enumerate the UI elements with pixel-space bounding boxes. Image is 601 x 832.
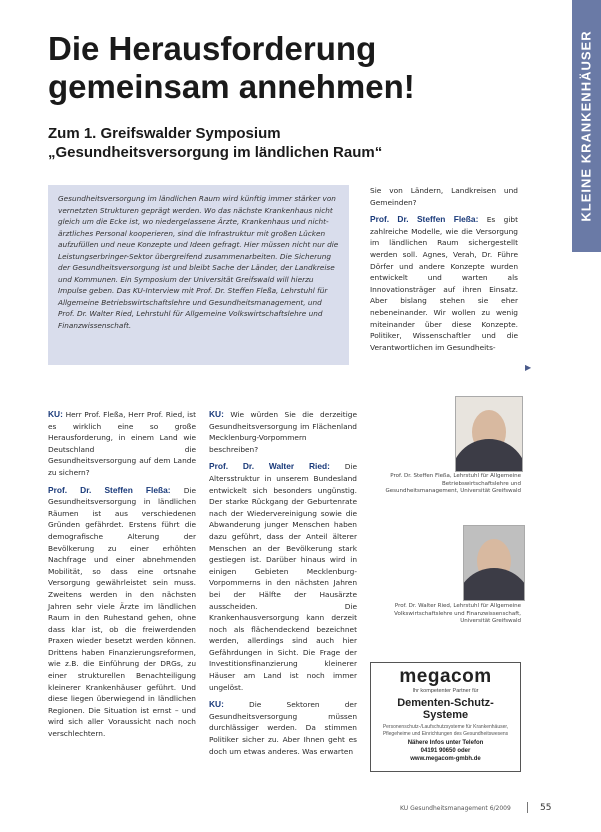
article-title: Die Herausforderung gemeinsam annehmen! xyxy=(48,30,415,105)
column-1 xyxy=(48,409,196,746)
question-3-continued: Sie von Ländern, Landkreisen und Gemeinden? xyxy=(370,186,518,207)
ad-brand: megacom xyxy=(399,666,492,687)
question-3: KU: Die Sektoren der Gesundheitsversorgung müssen durchlässiger werden. Da stimmen Politiker sicher zu. Aber Ihnen geht es doch um etwas anderes. Was erwarten xyxy=(209,699,357,756)
column-3 xyxy=(370,185,518,359)
answer-2: Prof. Dr. Walter Ried: Die Altersstruktur in unserem Bundesland entwickelt sich besonders ungünstig. Der starke Rückgang der Geburtenrate nach der Wiedervereinigung sowie die Abwanderung junger Menschen haben dazu geführt, dass der Anteil älterer Menschen an der Bevölkerung stark gestiegen ist. Darüber hinaus wird in einigen Gebieten Mecklenburg-Vorpommerns in den nächsten Jahren bei der Hälfte der Hausärzte ausscheiden. Die Krankenhausversorgung kann derzeit noch als flächendeckend bezeichnet werden, allerdings sind auch hier Gefährdungen in Sicht. Die Frage der Investitionsfinanzierung kleinerer Häuser am Land ist noch immer ungelöst. xyxy=(209,461,358,692)
subtitle-line-2: „Gesundheitsversorgung im ländlichen Raum“ xyxy=(48,144,383,161)
intro-box: Gesundheitsversorgung im ländlichen Raum wird künftig immer stärker von vernetzten Strukturen geprägt werden. Wo das nächste Krankenhaus nicht gleich um die Ecke ist, wo niedergelassene Ärzte, Krankenhaus und nicht-ärztliches Personal kooperieren, sind die Infrastruktur mit großen Lücken aufzufüllen und neue Konzepte und Ideen gefragt. Hier müssen nicht nur die Leistungserbringer-Sektor übergreifend zusammenarbeiten. Die Sicherung der Gesundheitsversorgung ist und bleibt Sache der Länder, der Landkreise und Kommunen. Ein Symposium der Universität Greifswald will hierzu Impulse geben. Das KU-Interview mit Prof. Dr. Steffen Fleßa, Lehrstuhl für Allgemeine Betriebswirtschaftslehre und Gesundheitsmanagement, und Prof. Dr. Walter Ried, Lehrstuhl für Allgemeine Volkswirtschaftslehre und Finanzwissenschaft. xyxy=(48,185,349,365)
caption-ried: Prof. Dr. Walter Ried, Lehrstuhl für Allgemeine Volkswirtschaftslehre und Finanzwissenschaft, Universität Greifswald xyxy=(394,603,521,624)
portrait-flessa xyxy=(455,396,523,472)
ad-tagline: Ihr kompetenter Partner für xyxy=(412,688,479,694)
answer-3: Prof. Dr. Steffen Fleßa: Es gibt zahlreiche Modelle, wie die Versorgung im ländlichen Raum sichergestellt werden soll. Agnes, Verah, Dr. Führe Dörfer und andere Konzepte wurden entwickelt und warten als Innovationsträger auf ihren Einsatz. Aber bislang stehen sie eher nebeneinander. Wir wollen zu wenig miteinander über diese Konzepte. Politiker, Wissenschaftler und die Verantwortlichen im Gesundheits- xyxy=(370,214,518,352)
footer-publication: KU Gesundheitsmanagement 6/2009 xyxy=(400,805,511,812)
ad-web-link[interactable]: www.megacom-gmbh.de xyxy=(410,756,481,762)
question-1: KU: Herr Prof. Fleßa, Herr Prof. Ried, ist es wirklich eine so große Herausforderung, in einem Land wie Deutschland die Gesundheitsversorgung auf dem Lande zu sichern? xyxy=(48,409,196,477)
ad-product: Dementen-Schutz- Systeme xyxy=(397,697,494,721)
section-tab-label: KLEINE KRANKENHÄUSER xyxy=(578,30,594,222)
question-2: KU: Wie würden Sie die derzeitige Gesundheitsversorgung im Flächenland Mecklenburg-Vorpommern beschreiben? xyxy=(209,409,357,454)
page-number: 55 xyxy=(540,803,552,813)
ad-description: Personenschutz-/Laufschutzsysteme für Krankenhäuser, Pflegeheime und Einrichtungen des Gesundheitswesens xyxy=(382,724,509,737)
column-2 xyxy=(209,409,357,763)
footer-divider xyxy=(527,802,528,813)
caption-flessa: Prof. Dr. Steffen Fleßa, Lehrstuhl für Allgemeine Betriebswirtschaftslehre und Gesundheitsmanagement, Universität Greifswald xyxy=(385,473,521,494)
article-subtitle xyxy=(48,124,528,162)
megacom-ad[interactable] xyxy=(370,662,521,772)
portrait-ried xyxy=(463,525,525,601)
subtitle-line-1: Zum 1. Greifswalder Symposium xyxy=(48,125,281,142)
section-tab xyxy=(572,0,601,252)
answer-1: Prof. Dr. Steffen Fleßa: Die Gesundheitsversorgung in ländlichen Räumen ist aus verschiedenen Gründen gefährdet. Erstens führt die demografische Alterung der Bevölkerung zu einer erhöhten Nachfrage und einer abnehmenden Mobilität, so dass eine ortsnahe Versorgung gewährleistet sein muss. Zweitens werden in den nächsten Jahren sehr viele Ärzte im ländlichen Raum in den Ruhestand gehen, ohne dass klar ist, ob die freiwerdenden Praxen wieder besetzt werden können. Drittens haben Finanzierungsreformen, wie z.B. die Einführung der DRGs, zu einer strukturellen Benachteiligung kleinerer Krankenhäuser geführt. Und diese liegen überwiegend in ländlichen Regionen. Die Situation ist ernst – und wird sich aller Voraussicht nach noch verschlechtern. xyxy=(48,484,197,739)
ad-contact: Nähere Infos unter Telefon 04191 90650 oder www.megacom-gmbh.de xyxy=(371,739,520,763)
continue-arrow-icon: ▶ xyxy=(525,363,532,372)
